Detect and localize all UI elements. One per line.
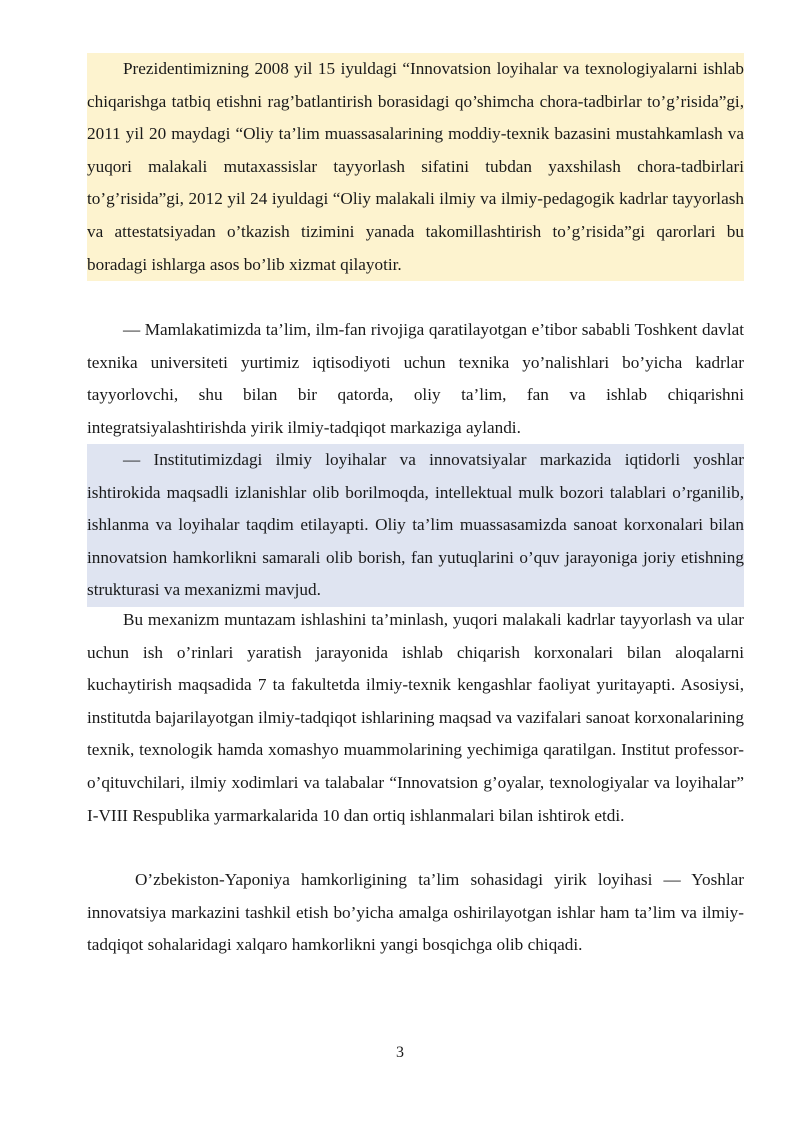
paragraph-uzbek-japan-cooperation: O’zbekiston-Yaponiya hamkorligining ta’lim sohasidagi yirik loyihasi — Yoshlar innovatsiya markazini tashkil etish bo’yicha amalga oshirilayotgan ishlar ham ta’lim va ilmiy-tadqiqot sohalaridagi xalqaro hamkorlikni yangi bosqichga olib chiqadi. [87, 870, 744, 955]
paragraph-presidential-decrees: Prezidentimizning 2008 yil 15 iyuldagi “Innovatsion loyihalar va texnologiyalarni ishlab chiqarishga tatbiq etishni rag’batlantirish borasidagi qo’shimcha chora-tadbirlar to’g’risida”gi, 2011 yil 20 maydagi “Oliy ta’lim muassasalarining moddiy-texnik bazasini mustahkamlash va yuqori malakali mutaxassislar tayyorlash sifatini tubdan yaxshilash chora-tadbirlari to’g’risida”gi, 2012 yil 24 iyuldagi “Oliy malakali ilmiy va ilmiy-pedagogik kadrlar tayyorlash va attestatsiyadan o’tkazish tizimini yanada takomillashtirish to’g’risida”gi qarorlari bu boradagi ishlarga asos bo’lib xizmat qilayotir. [87, 53, 744, 281]
paragraph-scientific-councils: Bu mexanizm muntazam ishlashini ta’minlash, yuqori malakali kadrlar tayyorlash va ular uchun ish o’rinlari yaratish jarayonida ishlab chiqarish korxonalari bilan aloqalarni kuchaytirish maqsadida 7 ta fakultetda ilmiy-texnik kengashlar faoliyat yuritayapti. Asosiysi, institutda bajarilayotgan ilmiy-tadqiqot ishlarining maqsad va vazifalari sanoat korxonalarining texnik, texnologik hamda xomashyo muammolarining yechimiga qaratilgan. Institut professor-o’qituvchilari, ilmiy xodimlari va talabalar “Innovatsion g’oyalar, texnologiyalar va loyihalar” I-VIII Respublika yarmarkalarida 10 dan ortiq ishlanmalari bilan ishtirok etdi. [87, 610, 744, 825]
page-number: 3 [396, 1044, 404, 1061]
paragraph-innovation-center: — Institutimizdagi ilmiy loyihalar va innovatsiyalar markazida iqtidorli yoshlar ishtirokida maqsadli izlanishlar olib borilmoqda, intellektual mulk bozori talablari o’rganilib, ishlanma va loyihalar taqdim etilayapti. Oliy ta’lim muassasamizda sanoat korxonalari bilan innovatsion hamkorlikni samarali olib borish, fan yutuqlarini o’quv jarayoniga joriy etishning strukturasi va mexanizmi mavjud. [87, 444, 744, 607]
paragraph-tdtu-research-center: — Mamlakatimizda ta’lim, ilm-fan rivojiga qaratilayotgan e’tibor sababli Toshkent davlat texnika universiteti yurtimiz iqtisodiyoti uchun texnika yo’nalishlari bo’yicha kadrlar tayyorlovchi, shu bilan bir qatorda, oliy ta’lim, fan va ishlab chiqarishni integratsiyalashtirishda yirik ilmiy-tadqiqot markaziga aylandi. [87, 320, 744, 437]
